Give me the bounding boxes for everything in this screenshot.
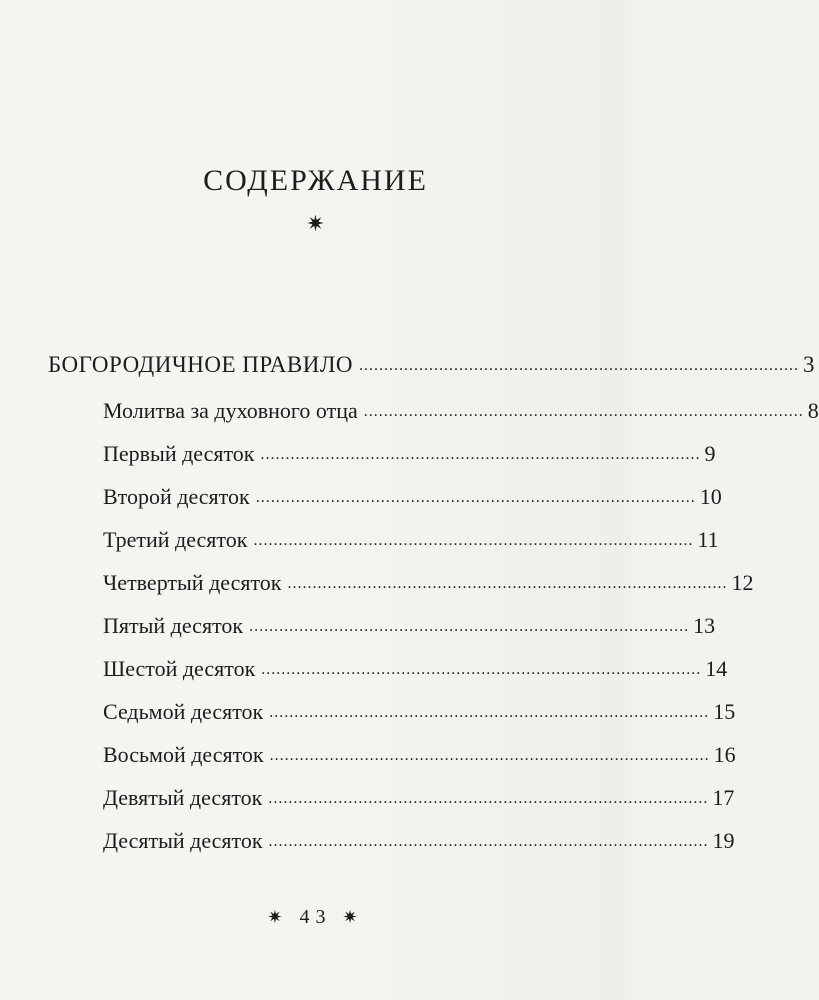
asterisk-ornament-icon: ✷ bbox=[342, 907, 364, 927]
toc-entry-page: 8 bbox=[807, 398, 819, 423]
toc-entry[interactable] bbox=[103, 656, 728, 688]
toc-entry-label: Первый десяток bbox=[103, 441, 255, 466]
toc-entry-label: Шестой десяток bbox=[103, 656, 256, 681]
asterisk-ornament-icon: ✷ bbox=[306, 211, 325, 236]
toc-entry[interactable] bbox=[103, 613, 716, 645]
toc-entry-page: 15 bbox=[713, 699, 736, 724]
toc-entry-page: 17 bbox=[712, 785, 735, 810]
page-number: 43 bbox=[299, 906, 332, 928]
dot-leader: ........................................................................................ bbox=[255, 489, 696, 506]
dot-leader: ........................................................................................ bbox=[269, 747, 710, 764]
toc-entry[interactable] bbox=[103, 441, 716, 473]
toc-entry-label: Второй десяток bbox=[103, 484, 250, 509]
toc-entry-page: 13 bbox=[693, 613, 716, 638]
dot-leader: ........................................................................................ bbox=[268, 833, 709, 850]
toc-entry[interactable] bbox=[103, 570, 754, 602]
toc-entry[interactable] bbox=[103, 484, 722, 516]
toc-entry[interactable] bbox=[103, 699, 736, 731]
toc-entry-label: Восьмой десяток bbox=[103, 742, 264, 767]
toc-entry[interactable] bbox=[103, 828, 735, 860]
dot-leader: ........................................................................................ bbox=[268, 790, 709, 807]
toc-entry-page: 11 bbox=[697, 527, 719, 552]
toc-entry-page: 12 bbox=[731, 570, 754, 595]
dot-leader: ........................................................................................ bbox=[359, 357, 800, 374]
dot-leader: ........................................................................................ bbox=[249, 618, 690, 635]
toc-entry-label: Пятый десяток bbox=[103, 613, 244, 638]
toc-entry-page: 10 bbox=[699, 484, 722, 509]
dot-leader: ........................................................................................ bbox=[363, 403, 804, 420]
toc-entry-label: Молитва за духовного отца bbox=[103, 398, 358, 423]
toc-entry[interactable] bbox=[103, 742, 736, 774]
toc-entry-label: Четвертый десяток bbox=[103, 570, 282, 595]
dot-leader: ........................................................................................ bbox=[260, 446, 701, 463]
toc-entry[interactable] bbox=[103, 785, 735, 817]
toc-entry-label: Третий десяток bbox=[103, 527, 248, 552]
dot-leader: ........................................................................................ bbox=[261, 661, 702, 678]
dot-leader: ........................................................................................ bbox=[269, 704, 710, 721]
dot-leader: ........................................................................................ bbox=[287, 575, 728, 592]
toc-entry-label: Десятый десяток bbox=[103, 828, 263, 853]
dot-leader: ........................................................................................ bbox=[253, 532, 694, 549]
toc-main-entry-page: 3 bbox=[803, 352, 816, 377]
toc-main-entry-label: БОГОРОДИЧНОЕ ПРАВИЛО bbox=[48, 352, 354, 377]
page-footer bbox=[0, 906, 631, 929]
toc-entry[interactable] bbox=[103, 527, 719, 559]
asterisk-ornament-icon: ✷ bbox=[267, 907, 289, 927]
toc-entry-page: 9 bbox=[704, 441, 716, 466]
toc-entry-page: 16 bbox=[713, 742, 736, 767]
page-title: СОДЕРЖАНИЕ bbox=[203, 164, 428, 197]
toc-entry[interactable] bbox=[103, 398, 819, 430]
toc-main-entry[interactable] bbox=[48, 352, 816, 384]
toc-entry-page: 14 bbox=[705, 656, 728, 681]
toc-entry-label: Седьмой десяток bbox=[103, 699, 264, 724]
toc-entry-label: Девятый десяток bbox=[103, 785, 263, 810]
toc-entry-page: 19 bbox=[712, 828, 735, 853]
